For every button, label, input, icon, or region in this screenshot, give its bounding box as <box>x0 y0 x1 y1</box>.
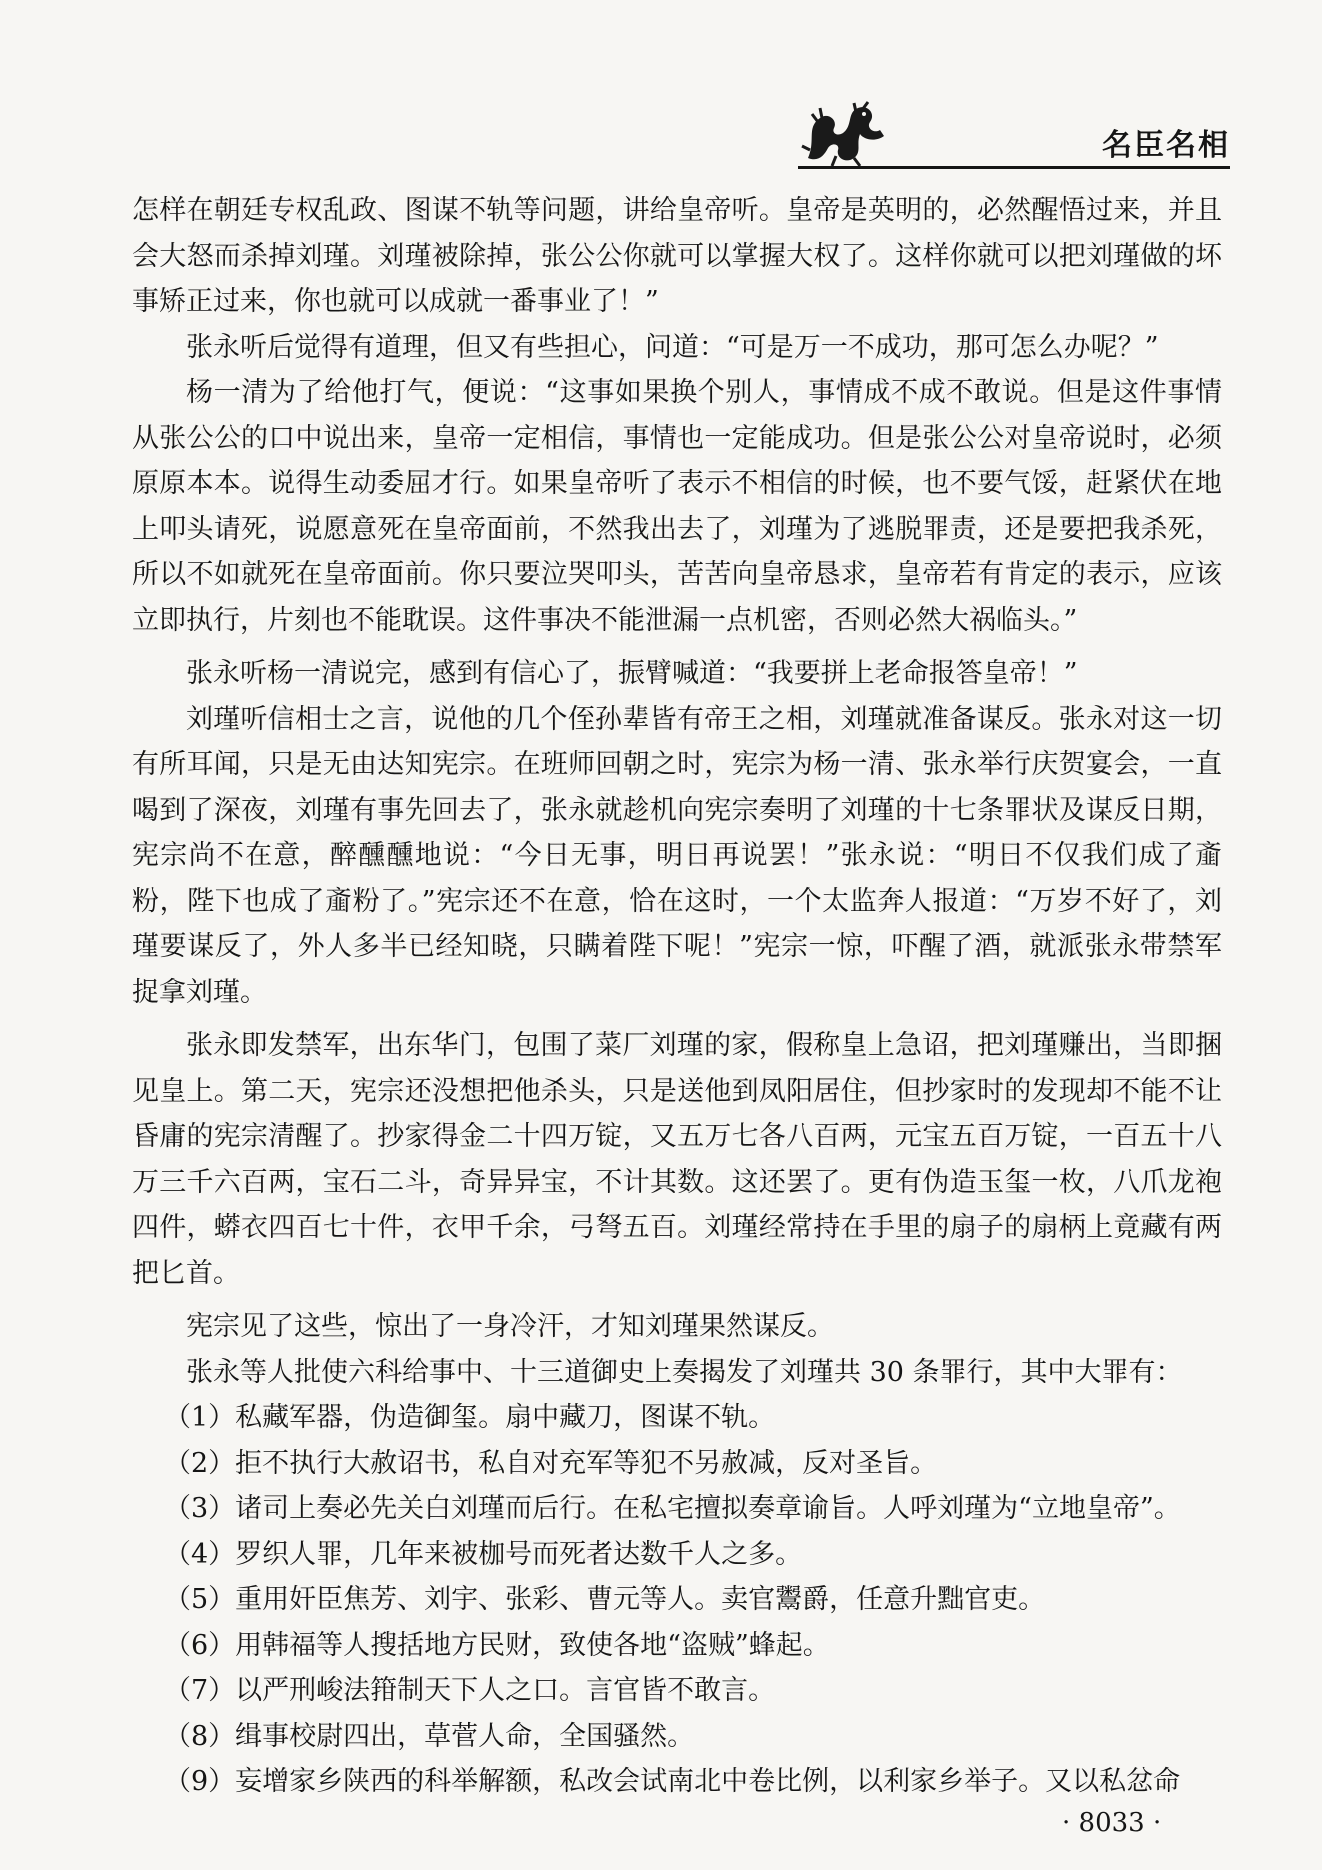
paragraph: 杨一清为了给他打气，便说：“这事如果换个别人，事情成不成不敢说。但是这件事情从张公公的口中说出来，皇帝一定相信，事情也一定能成功。但是张公公对皇帝说时，必须原原本本。说得生动委屈才行。如果皇帝听了表示不相信的时候，也不要气馁，赶紧伏在地上叩头请死，说愿意死在皇帝面前，不然我出去了，刘瑾为了逃脱罪责，还是要把我杀死，所以不如就死在皇帝面前。你只要泣哭叩头，苦苦向皇帝恳求，皇帝若有肯定的表示，应该立即执行，片刻也不能耽误。这件事决不能泄漏一点机密，否则必然大祸临头。” <box>132 377 1222 636</box>
list-item: （7）以严刑峻法箝制天下人之口。言官皆不敢言。 <box>164 1675 776 1706</box>
paragraph: 刘瑾听信相士之言，说他的几个侄孙辈皆有帝王之相，刘瑾就准备谋反。张永对这一切有所耳闻，只是无由达知宪宗。在班师回朝之时，宪宗为杨一清、张永举行庆贺宴会，一直喝到了深夜，刘瑾有事先回去了，张永就趁机向宪宗奏明了刘瑾的十七条罪状及谋反日期，宪宗尚不在意，醉醺醺地说：“今日无事，明日再说罢！”张永说：“明日不仅我们成了齑粉，陛下也成了齑粉了。”宪宗还不在意，恰在这时，一个太监奔人报道：“万岁不好了，刘瑾要谋反了，外人多半已经知晓，只瞒着陛下呢！”宪宗一惊，吓醒了酒，就派张永带禁军捉拿刘瑾。 <box>132 703 1222 1008</box>
paragraph: 张永听后觉得有道理，但又有些担心，问道：“可是万一不成功，那可怎么办呢？” <box>186 331 1159 363</box>
paragraph: 张永即发禁军，出东华门，包围了菜厂刘瑾的家，假称皇上急诏，把刘瑾赚出，当即捆见皇上。第二天，宪宗还没想把他杀头，只是送他到凤阳居住，但抄家时的发现却不能不让昏庸的宪宗清醒了。抄家得金二十四万锭，又五万七各八百两，元宝五百万锭，一百五十八万三千六百两，宝石二斗，奇异异宝，不计其数。这还罢了。更有伪造玉玺一枚，八爪龙袍四件，蟒衣四百七十件，衣甲千余，弓弩五百。刘瑾经常持在手里的扇子的扇柄上竟藏有两把匕首。 <box>132 1030 1222 1289</box>
section-title: 名臣名相 <box>1102 128 1230 163</box>
article-body <box>132 188 1222 1805</box>
page-number: · 8033 · <box>1062 1808 1162 1838</box>
dragon-emblem-icon <box>798 100 888 168</box>
paragraph: 怎样在朝廷专权乱政、图谋不轨等问题，讲给皇帝听。皇帝是英明的，必然醒悟过来，并且会大怒而杀掉刘瑾。刘瑾被除掉，张公公你就可以掌握大权了。这样你就可以把刘瑾做的坏事矫正过来，你也就可以成就一番事业了！” <box>132 195 1222 317</box>
list-item: （5）重用奸臣焦芳、刘宇、张彩、曹元等人。卖官鬻爵，任意升黜官吏。 <box>164 1584 1046 1615</box>
crime-list <box>132 1395 1222 1805</box>
list-item: （1）私藏军器，伪造御玺。扇中藏刀，图谋不轨。 <box>164 1402 776 1433</box>
list-item: （8）缉事校尉四出，草菅人命，全国骚然。 <box>164 1720 695 1752</box>
header-rule <box>798 166 1230 169</box>
list-item: （4）罗织人罪，几年来被枷号而死者达数千人之多。 <box>164 1538 803 1570</box>
list-item: （9）妄增家乡陕西的科举解额，私改会试南北中卷比例，以利家乡举子。又以私忿命 <box>164 1766 1181 1797</box>
list-item: （3）诸司上奏必先关白刘瑾而后行。在私宅擅拟奏章谕旨。人呼刘瑾为“立地皇帝”。 <box>164 1493 1181 1524</box>
page-header <box>130 100 1230 170</box>
paragraph: 张永听杨一清说完，感到有信心了，振臂喊道：“我要拼上老命报答皇帝！” <box>186 658 1078 689</box>
list-item: （6）用韩福等人搜括地方民财，致使各地“盗贼”蜂起。 <box>164 1629 830 1661</box>
paragraph: 宪宗见了这些，惊出了一身冷汗，才知刘瑾果然谋反。 <box>186 1311 834 1342</box>
paragraph: 张永等人批使六科给事中、十三道御史上奏揭发了刘瑾共 30 条罪行，其中大罪有： <box>186 1356 1183 1388</box>
list-item: （2）拒不执行大赦诏书，私自对充军等犯不另赦减，反对圣旨。 <box>164 1447 938 1479</box>
